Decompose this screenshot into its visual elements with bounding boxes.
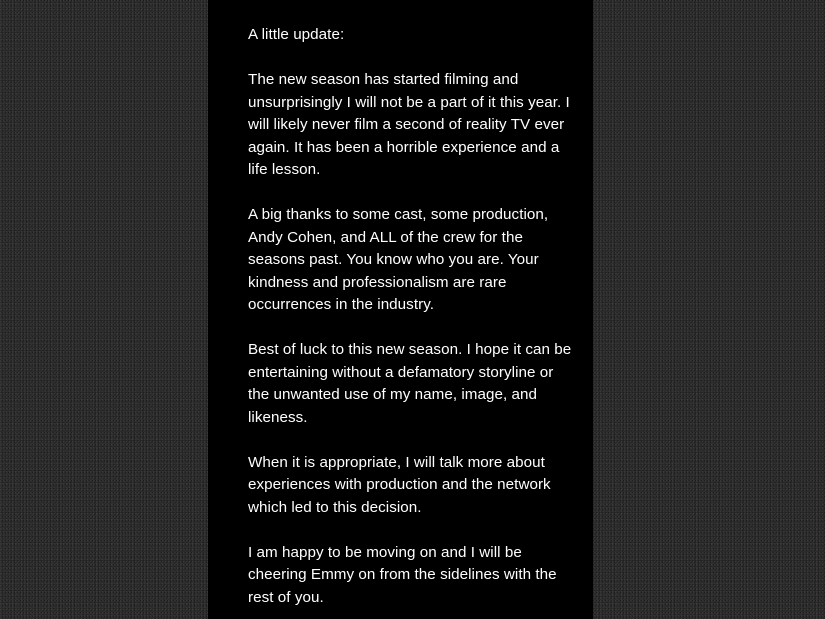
note-paragraph: The new season has started filming and unsurprisingly I will not be a part of it this year. I will likely never film a second of reality TV ever again. It has been a horrible experience and a life lesson. (248, 71, 570, 178)
note-paragraph: Best of luck to this new season. I hope it can be entertaining without a defamatory storyline or the unwanted use of my name, image, and likeness. (248, 341, 572, 426)
note-paragraph: I am happy to be moving on and I will be cheering Emmy on from the sidelines with the rest of you. (248, 543, 557, 606)
note-heading: A little update: (248, 26, 345, 43)
note-panel (208, 0, 593, 619)
note-paragraph: A big thanks to some cast, some production, Andy Cohen, and ALL of the crew for the seasons past. You know who you are. Your kindness and professionalism are rare occurrences in the industry. (248, 206, 549, 313)
note-paragraph: When it is appropriate, I will talk more about experiences with production and the network which led to this decision. (248, 453, 551, 516)
